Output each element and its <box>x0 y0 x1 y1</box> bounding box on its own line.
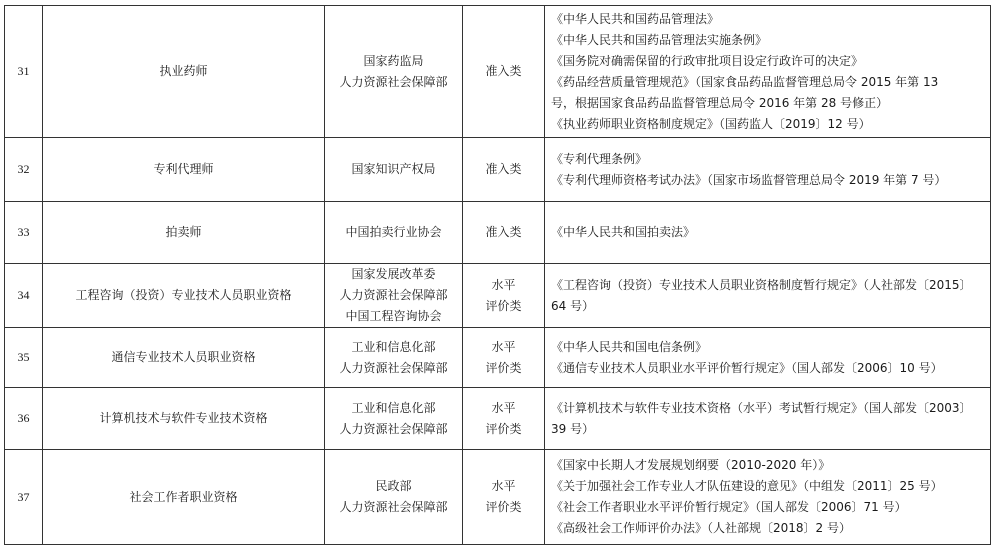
row-number: 37 <box>5 450 43 545</box>
qualification-name: 通信专业技术人员职业资格 <box>43 328 325 388</box>
row-number: 36 <box>5 388 43 450</box>
table-row <box>5 328 991 388</box>
table-row <box>5 450 991 545</box>
legal-basis-line: 《中华人民共和国拍卖法》 <box>551 225 696 239</box>
legal-basis <box>545 450 991 545</box>
table-body <box>5 6 991 545</box>
category-text: 评价类 <box>485 421 522 436</box>
implementing-departments <box>325 450 463 545</box>
qualification-category <box>463 328 545 388</box>
implementing-departments <box>325 328 463 388</box>
legal-basis-line: 号，根据国家食品药品监督管理总局令 2016 年第 28 号修正） <box>551 95 889 110</box>
row-number: 33 <box>5 202 43 264</box>
legal-basis-line: 《社会工作者职业水平评价暂行规定》（国人部发〔2006〕71 号） <box>551 500 907 514</box>
implementing-departments <box>325 264 463 328</box>
legal-basis <box>545 328 991 388</box>
qualification-name: 拍卖师 <box>43 202 325 264</box>
category-text: 评价类 <box>485 360 522 375</box>
qualification-name: 执业药师 <box>43 6 325 138</box>
legal-basis <box>545 6 991 138</box>
category-text: 评价类 <box>485 500 522 514</box>
qualification-category <box>463 202 545 264</box>
legal-basis-line: 《关于加强社会工作专业人才队伍建设的意见》（中组发〔2011〕25 号） <box>551 479 943 493</box>
implementing-departments <box>325 138 463 202</box>
table-row <box>5 388 991 450</box>
legal-basis-line: 64 号） <box>551 298 595 313</box>
qualification-name: 专利代理师 <box>43 138 325 202</box>
category-text: 水平 <box>491 400 516 415</box>
row-number: 35 <box>5 328 43 388</box>
department-name: 人力资源社会保障部 <box>339 500 448 514</box>
department-name: 中国拍卖行业协会 <box>345 225 442 239</box>
implementing-departments <box>325 6 463 138</box>
department-name: 人力资源社会保障部 <box>339 421 448 436</box>
table-row <box>5 264 991 328</box>
qualification-category <box>463 6 545 138</box>
qualification-category <box>463 388 545 450</box>
legal-basis-line: 《国务院对确需保留的行政审批项目设定行政许可的决定》 <box>551 53 864 68</box>
department-name: 工业和信息化部 <box>351 400 436 415</box>
legal-basis <box>545 264 991 328</box>
category-text: 水平 <box>491 479 516 493</box>
category-text: 准入类 <box>485 225 522 239</box>
qualification-table <box>4 5 991 545</box>
legal-basis-line: 《专利代理条例》 <box>551 151 648 166</box>
table-row <box>5 6 991 138</box>
row-number: 34 <box>5 264 43 328</box>
qualification-category <box>463 138 545 202</box>
department-name: 国家知识产权局 <box>351 162 436 176</box>
legal-basis-line: 《药品经营质量管理规范》（国家食品药品监督管理总局令 2015 年第 13 <box>551 74 939 89</box>
legal-basis-line: 《专利代理师资格考试办法》（国家市场监督管理总局令 2019 年第 7 号） <box>551 172 947 187</box>
row-number: 31 <box>5 6 43 138</box>
department-name: 人力资源社会保障部 <box>339 74 448 89</box>
legal-basis-line: 《中华人民共和国电信条例》 <box>551 339 708 354</box>
qualification-name: 计算机技术与软件专业技术资格 <box>43 388 325 450</box>
legal-basis <box>545 388 991 450</box>
category-text: 水平 <box>491 277 516 292</box>
legal-basis-line: 《计算机技术与软件专业技术资格（水平）考试暂行规定》（国人部发〔2003〕 <box>551 400 972 415</box>
department-name: 国家药监局 <box>363 53 424 68</box>
department-name: 民政部 <box>375 479 412 493</box>
category-text: 准入类 <box>485 162 522 176</box>
legal-basis-line: 《中华人民共和国药品管理法实施条例》 <box>551 32 768 47</box>
qualification-name: 社会工作者职业资格 <box>43 450 325 545</box>
department-name: 人力资源社会保障部 <box>339 288 448 302</box>
category-text: 准入类 <box>485 64 522 78</box>
legal-basis-line: 《工程咨询（投资）专业技术人员职业资格制度暂行规定》（人社部发〔2015〕 <box>551 277 972 292</box>
department-name: 人力资源社会保障部 <box>339 360 448 375</box>
department-name: 国家发展改革委 <box>351 267 436 281</box>
table-row <box>5 138 991 202</box>
legal-basis-line: 《执业药师职业资格制度规定》（国药监人〔2019〕12 号） <box>551 116 871 131</box>
row-number: 32 <box>5 138 43 202</box>
legal-basis-line: 《高级社会工作师评价办法》（人社部规〔2018〕2 号） <box>551 521 851 535</box>
legal-basis <box>545 138 991 202</box>
implementing-departments <box>325 388 463 450</box>
legal-basis-line: 39 号） <box>551 421 595 436</box>
category-text: 评价类 <box>485 298 522 313</box>
legal-basis <box>545 202 991 264</box>
qualification-category <box>463 450 545 545</box>
legal-basis-line: 《通信专业技术人员职业水平评价暂行规定》（国人部发〔2006〕10 号） <box>551 360 943 375</box>
table-row <box>5 202 991 264</box>
legal-basis-line: 《中华人民共和国药品管理法》 <box>551 11 720 26</box>
implementing-departments <box>325 202 463 264</box>
qualification-name: 工程咨询（投资）专业技术人员职业资格 <box>43 264 325 328</box>
department-name: 工业和信息化部 <box>351 339 436 354</box>
category-text: 水平 <box>491 339 516 354</box>
qualification-category <box>463 264 545 328</box>
department-name: 中国工程咨询协会 <box>345 309 442 323</box>
legal-basis-line: 《国家中长期人才发展规划纲要（2010-2020 年）》 <box>551 458 831 472</box>
